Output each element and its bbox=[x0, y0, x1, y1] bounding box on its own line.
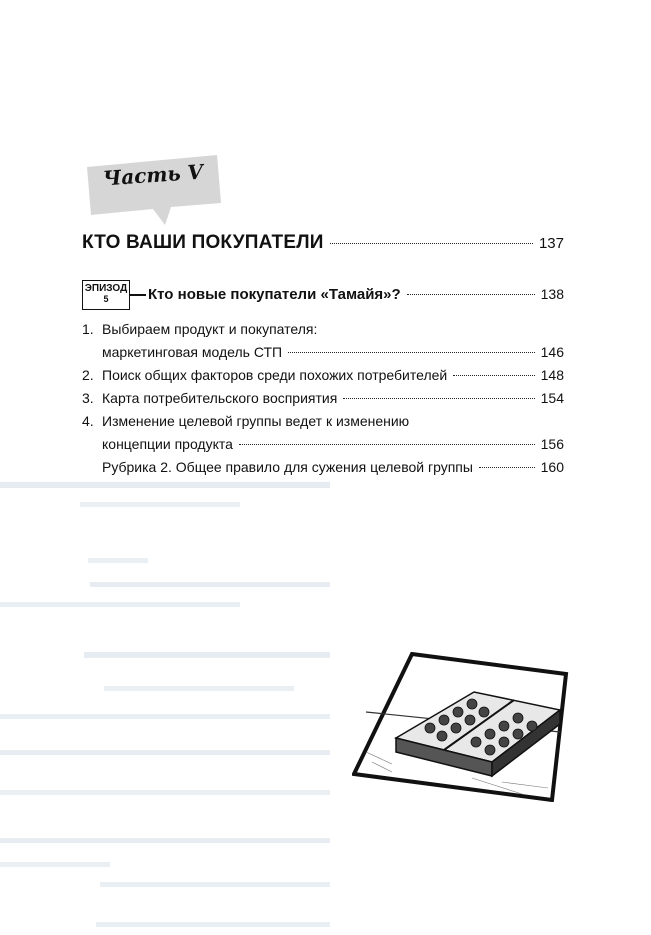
toc-heading-row[interactable] bbox=[82, 232, 564, 254]
arrow-icon bbox=[130, 294, 146, 296]
dot-leader bbox=[288, 352, 535, 353]
dot-leader bbox=[330, 243, 533, 244]
toc-item[interactable] bbox=[82, 364, 564, 387]
dot-leader bbox=[343, 398, 534, 399]
chocolate-box-illustration bbox=[352, 652, 570, 802]
item-title: Поиск общих факторов среди похожих потребителей bbox=[102, 367, 448, 383]
episode-number: 5 bbox=[103, 294, 109, 304]
page-number: 160 bbox=[540, 459, 564, 475]
dot-leader bbox=[453, 375, 534, 376]
dot-leader bbox=[479, 467, 535, 468]
section-title: КТО ВАШИ ПОКУПАТЕЛИ bbox=[82, 232, 324, 253]
dot-leader bbox=[239, 444, 535, 445]
item-number: 3. bbox=[82, 390, 94, 406]
item-title: Карта потребительского восприятия bbox=[102, 390, 338, 406]
dot-leader bbox=[407, 294, 535, 295]
item-number: 2. bbox=[82, 367, 94, 383]
episode-word: ЭПИЗОД bbox=[84, 283, 128, 294]
item-title: Выбираем продукт и покупателя: bbox=[102, 321, 318, 337]
item-title-cont: концепции продукта bbox=[102, 436, 233, 452]
item-title-cont: маркетинговая модель СТП bbox=[102, 344, 283, 360]
toc-item[interactable] bbox=[82, 318, 564, 341]
item-title: Рубрика 2. Общее правило для сужения целевой группы bbox=[102, 459, 473, 475]
item-number: 1. bbox=[82, 321, 94, 337]
toc-item[interactable] bbox=[82, 410, 564, 433]
page-number: 148 bbox=[540, 367, 564, 383]
item-number: 4. bbox=[82, 413, 94, 429]
toc-episode-row[interactable] bbox=[82, 280, 564, 314]
page-number: 154 bbox=[540, 390, 564, 406]
toc-item-continuation[interactable] bbox=[82, 433, 564, 456]
page-number: 146 bbox=[540, 344, 564, 360]
episode-badge bbox=[82, 280, 130, 310]
page-number: 138 bbox=[540, 286, 564, 302]
part-label-bubble bbox=[85, 153, 221, 215]
item-title: Изменение целевой группы ведет к изменению bbox=[102, 413, 410, 429]
episode-title: Кто новые покупатели «Тамайя»? bbox=[148, 286, 401, 303]
toc-item-continuation[interactable] bbox=[82, 341, 564, 364]
part-label: Часть V bbox=[102, 159, 204, 191]
page-number: 137 bbox=[538, 235, 564, 252]
toc-item[interactable] bbox=[82, 387, 564, 410]
page-number: 156 bbox=[540, 436, 564, 452]
